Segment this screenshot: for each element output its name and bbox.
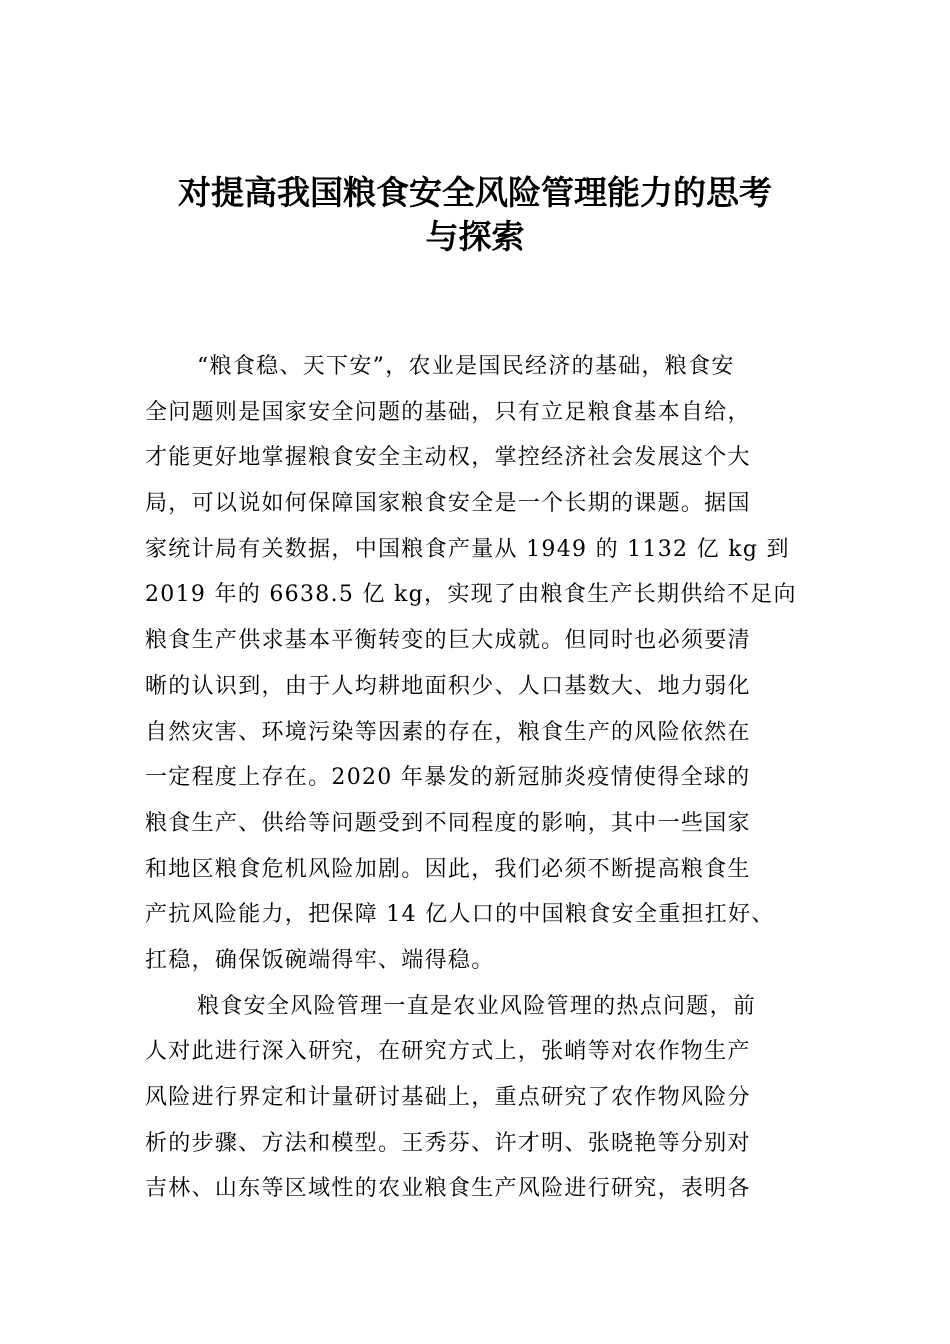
paragraph-line: 和地区粮食危机风险加剧。因此，我们必须不断提高粮食生	[145, 856, 751, 882]
paragraph-2	[145, 984, 845, 1212]
paragraph-line: “粮食稳、天下安”，农业是国民经济的基础，粮食安	[197, 354, 735, 379]
paragraph-line: 一定程度上存在。2020 年暴发的新冠肺炎疫情使得全球的	[145, 765, 751, 791]
paragraph-line: 析的步骤、方法和模型。王秀芬、许才明、张晓艳等分别对	[145, 1130, 751, 1156]
paragraph-line: 粮食安全风险管理一直是农业风险管理的热点问题，前	[197, 993, 757, 1019]
paragraph-line: 全问题则是国家安全问题的基础，只有立足粮食基本自给，	[145, 399, 751, 425]
paragraph-1	[145, 344, 845, 984]
paragraph-line: 家统计局有关数据，中国粮食产量从 1949 的 1132 亿 kg 到	[145, 536, 790, 562]
paragraph-line: 局，可以说如何保障国家粮食安全是一个长期的课题。据国	[145, 491, 751, 517]
document-title-line-1: 对提高我国粮食安全风险管理能力的思考	[178, 173, 772, 212]
paragraph-line: 晰的认识到，由于人均耕地面积少、人口基数大、地力弱化	[145, 673, 751, 699]
paragraph-line: 才能更好地掌握粮食安全主动权，掌控经济社会发展这个大	[145, 445, 751, 471]
paragraph-line: 2019 年的 6638.5 亿 kg，实现了由粮食生产长期供给不足向	[145, 582, 797, 608]
paragraph-line: 吉林、山东等区域性的农业粮食生产风险进行研究，表明各	[145, 1176, 751, 1202]
document-body	[145, 344, 845, 1212]
paragraph-line: 产抗风险能力，把保障 14 亿人口的中国粮食安全重担扛好、	[145, 902, 775, 928]
paragraph-line: 人对此进行深入研究，在研究方式上，张峭等对农作物生产	[145, 1039, 751, 1065]
paragraph-line: 粮食生产、供给等问题受到不同程度的影响，其中一些国家	[145, 810, 751, 836]
paragraph-line: 风险进行界定和计量研讨基础上，重点研究了农作物风险分	[145, 1085, 751, 1110]
document-title-line-2: 与探索	[425, 217, 525, 256]
paragraph-line: 粮食生产供求基本平衡转变的巨大成就。但同时也必须要清	[145, 628, 751, 654]
paragraph-line: 自然灾害、环境污染等因素的存在，粮食生产的风险依然在	[145, 719, 751, 745]
paragraph-line: 扛稳，确保饭碗端得牢、端得稳。	[145, 947, 495, 973]
